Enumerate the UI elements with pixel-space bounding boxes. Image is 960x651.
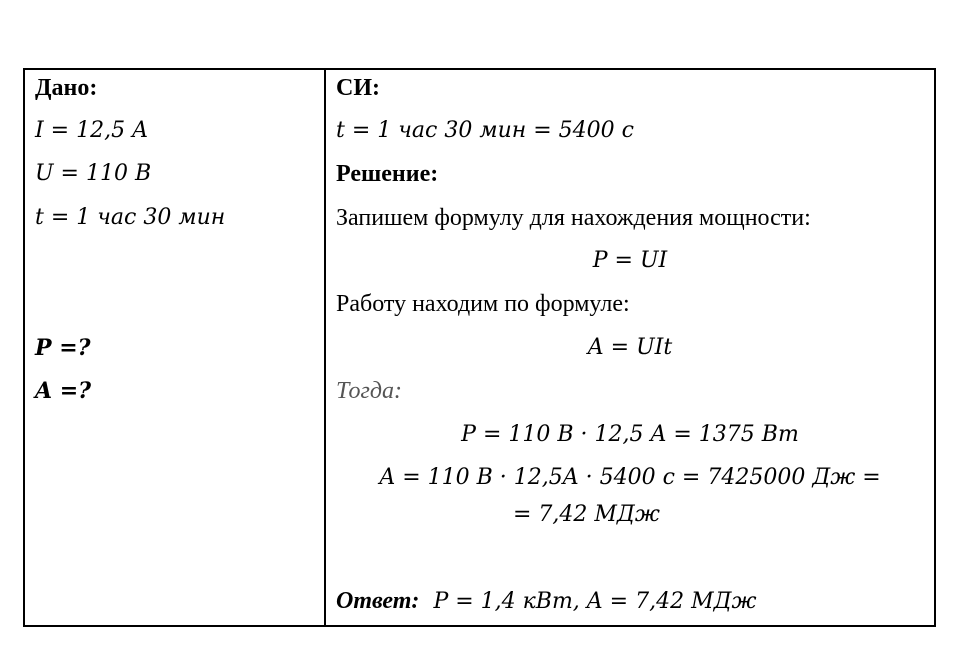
work-calculation-line1: A = 110 B · 12,5A · 5400 с = 7425000 Дж = [379,465,881,490]
given-column [25,70,324,625]
given-header: Дано: [35,75,98,101]
unknown-work: A =? [35,378,92,404]
given-voltage: U = 110 B [35,161,152,186]
answer [336,586,757,617]
solution-table [23,68,936,627]
si-time-conversion: t = 1 час 30 мин = 5400 с [336,118,634,143]
answer-label: Ответ: [336,588,420,614]
work-calculation-line2: = 7,42 МДж [513,502,660,527]
given-time: t = 1 час 30 мин [35,205,226,230]
work-intro: Работу находим по формуле: [336,291,630,317]
unknown-power: P =? [35,335,91,361]
solution-header: Решение: [336,161,439,187]
si-header: СИ: [336,75,380,101]
then-label: Тогда: [336,378,402,404]
answer-value: P = 1,4 кВт, A = 7,42 МДж [433,589,757,614]
work-formula: A = UIt [587,335,673,360]
power-calculation: P = 110 B · 12,5 A = 1375 Вт [461,422,799,447]
solution-column [326,70,934,625]
power-formula: P = UI [592,248,668,273]
power-intro: Запишем формулу для нахождения мощности: [336,205,811,231]
given-current: I = 12,5 A [35,118,148,143]
